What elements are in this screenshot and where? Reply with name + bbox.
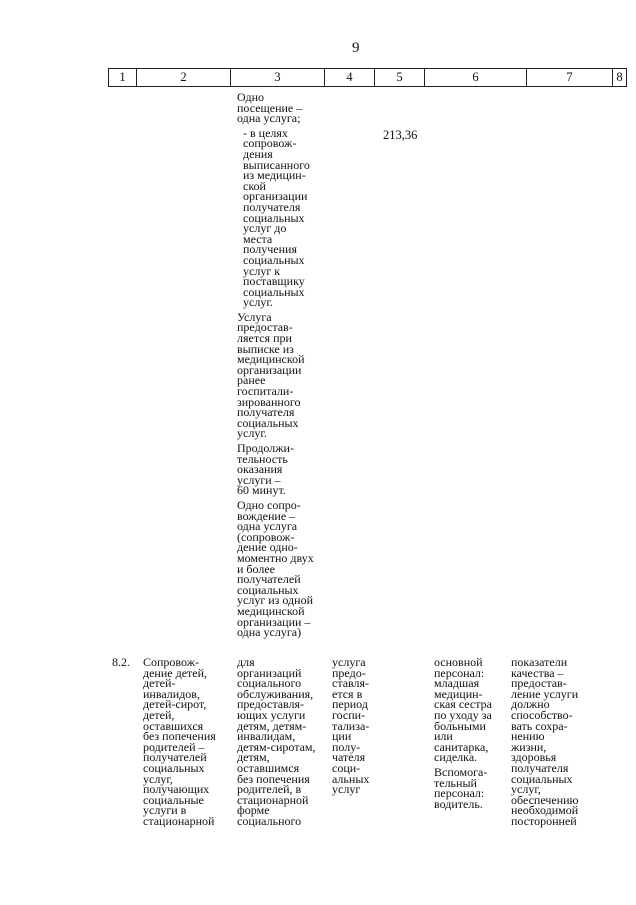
- discharge-note: Услуга предостав- ляется при выписке из медицинской организации ранее госпитали- зированного получателя социальных услуг.: [237, 309, 305, 441]
- page-number: 9: [352, 40, 360, 56]
- column-header-table: [108, 68, 627, 87]
- service-description-column: [237, 92, 329, 642]
- service-condition: услуга предо- ставля- ется в период госпи- тализа- ции полу- чателя соци- альных услуг: [332, 655, 370, 797]
- column-number-2: 2: [137, 69, 231, 87]
- visit-note: Одно посещение – одна услуга;: [237, 90, 303, 126]
- column-number-row: [109, 69, 627, 87]
- service-name: Сопровож- дение детей, детей- инвалидов, детей-сирот, детей, оставшихся без попечения родителей – получателей социальных услуг, получающих социальные услуги в стационарной: [143, 655, 216, 828]
- row-number: 8.2.: [112, 655, 130, 669]
- main-staff: основной персонал: младшая медицин- ская сестра по уходу за больными или санитарка, сиделка.: [434, 655, 492, 765]
- column-number-4: 4: [325, 69, 375, 87]
- column-number-1: 1: [109, 69, 137, 87]
- service-scope: для организаций социального обслуживания, предоставля- ющих услуги детям, детям- инвалидам, детям-сиротам, детям, оставшимся без попечения родителей, в стационарной форме социального: [237, 655, 316, 828]
- column-number-5: 5: [375, 69, 425, 87]
- column-number-3: 3: [231, 69, 325, 87]
- column-number-7: 7: [527, 69, 613, 87]
- column-number-6: 6: [425, 69, 527, 87]
- escort-purpose-note: - в целях сопровож- дения выписанного из медицин- ской организации получателя социальных услуг до места получения социальных услуг к поставщику социальных услуг.: [243, 125, 310, 310]
- auxiliary-staff: Вспомога- тельный персонал: водитель.: [434, 764, 488, 811]
- tariff-value: 213,36: [383, 128, 418, 142]
- staff-column: [434, 657, 514, 813]
- quality-indicators: показатели качества – предостав- ление услуги должно способство- вать сохра- нению жизни, здоровья получателя социальных услуг, обеспечению необходимой посторонней: [511, 655, 579, 828]
- duration-note: Продолжи- тельность оказания услуги – 60 минут.: [237, 441, 294, 498]
- column-number-8: 8: [613, 69, 627, 87]
- escort-unit-note: Одно сопро- вождение – одна услуга (сопровож- дение одно- моментно двух и более получателей социальных услуг из одной медицинской организации – одна услуга): [237, 497, 314, 640]
